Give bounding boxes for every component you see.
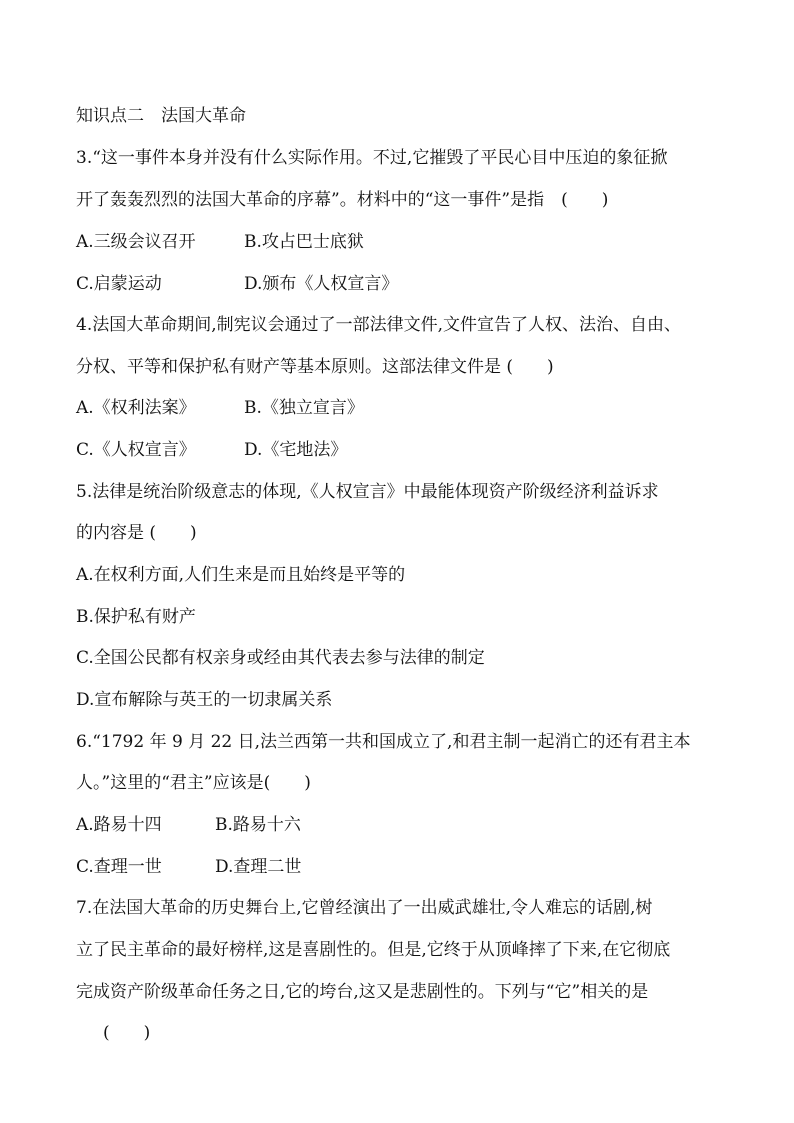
question-4-line-1: 4.法国大革命期间,制宪议会通过了一部法律文件,文件宣告了人权、法治、自由、 (76, 315, 682, 335)
question-7-answer-blank: ( ) (103, 1023, 151, 1043)
question-7-line-1: 7.在法国大革命的历史舞台上,它曾经演出了一出威武雄壮,令人难忘的话剧,树 (76, 898, 653, 918)
question-5-option-d: D.宣布解除与英王的一切隶属关系 (76, 690, 333, 710)
section-title: 知识点二 法国大革命 (76, 106, 246, 126)
question-3-option-d: D.颁布《人权宣言》 (244, 274, 399, 294)
question-7-line-3: 完成资产阶级革命任务之日,它的垮台,这又是悲剧性的。下列与“它”相关的是 (76, 982, 649, 1002)
question-4-line-2: 分权、平等和保护私有财产等基本原则。这部法律文件是 ( ) (76, 357, 554, 377)
question-6-line-2: 人。”这里的“君主”应该是( ) (76, 773, 311, 793)
question-5-option-a: A.在权利方面,人们生来是而且始终是平等的 (76, 565, 406, 585)
question-5-option-b: B.保护私有财产 (76, 607, 196, 627)
question-7-line-2: 立了民主革命的最好榜样,这是喜剧性的。但是,它终于从顶峰摔了下来,在它彻底 (76, 940, 671, 960)
question-6-line-1: 6.“1792 年 9 月 22 日,法兰西第一共和国成立了,和君主制一起消亡的还有君主本 (76, 732, 691, 752)
question-4-option-b: B.《独立宣言》 (244, 398, 364, 418)
question-6-option-d: D.查理二世 (215, 857, 302, 877)
question-3-option-a: A.三级会议召开 (76, 232, 196, 252)
question-6-option-a: A.路易十四 (76, 815, 162, 835)
question-5-option-c: C.全国公民都有权亲身或经由其代表去参与法律的制定 (76, 648, 485, 668)
question-5-line-1: 5.法律是统治阶级意志的体现,《人权宣言》中最能体现资产阶级经济利益诉求 (76, 482, 659, 502)
question-3-line-1: 3.“这一事件本身并没有什么实际作用。不过,它摧毁了平民心目中压迫的象征掀 (76, 148, 668, 168)
question-5-line-2: 的内容是 ( ) (76, 523, 197, 543)
question-4-option-d: D.《宅地法》 (244, 440, 348, 460)
question-6-option-b: B.路易十六 (215, 815, 301, 835)
question-4-option-a: A.《权利法案》 (76, 398, 196, 418)
question-3-line-2: 开了轰轰烈烈的法国大革命的序幕”。材料中的“这一事件”是指 ( ) (76, 190, 609, 210)
question-4-option-c: C.《人权宣言》 (76, 440, 196, 460)
question-6-option-c: C.查理一世 (76, 857, 162, 877)
question-3-option-b: B.攻占巴士底狱 (244, 232, 364, 252)
question-3-option-c: C.启蒙运动 (76, 274, 162, 294)
